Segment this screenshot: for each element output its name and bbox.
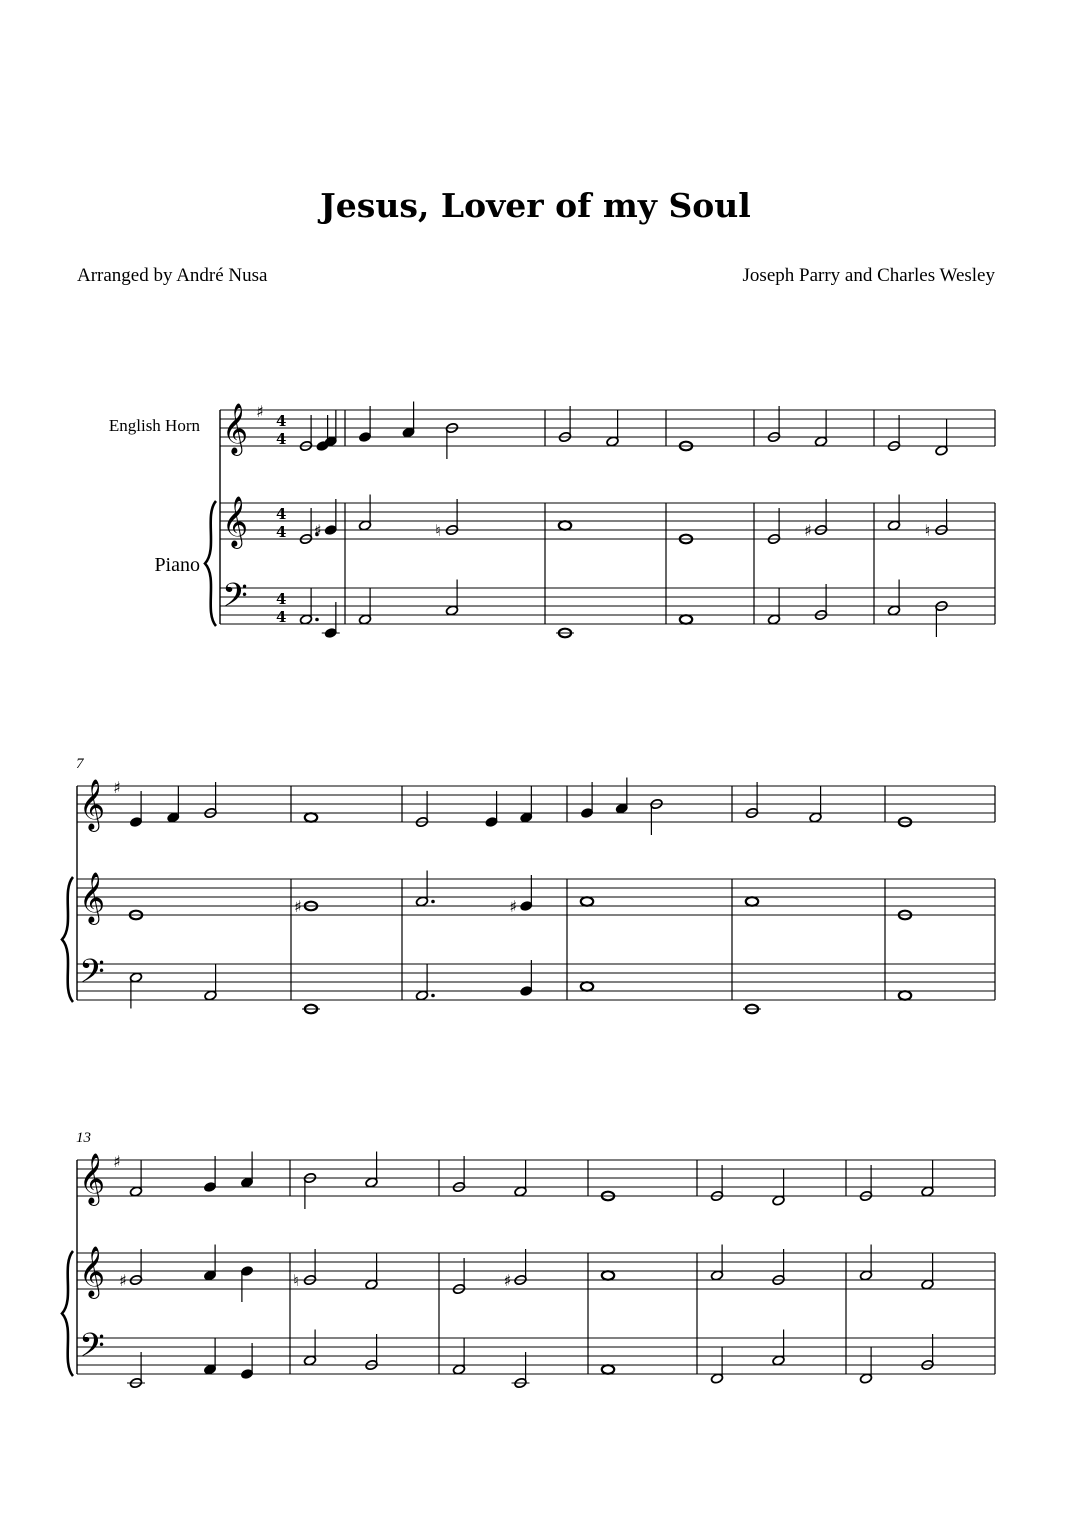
- key-signature-sharp-icon: ♯: [113, 1152, 121, 1171]
- arranger-credit: Arranged by André Nusa: [77, 265, 268, 286]
- sharp-icon: ♯: [503, 1271, 512, 1290]
- natural-icon: ♮: [924, 521, 931, 540]
- measure-number: 13: [76, 1130, 91, 1146]
- sharp-icon: ♯: [509, 897, 517, 916]
- natural-icon: ♮: [435, 521, 441, 540]
- time-signature-top: 4: [276, 412, 287, 430]
- time-signature-bottom: 4: [276, 608, 287, 626]
- piano-brace: [205, 501, 216, 626]
- sharp-icon: ♯: [804, 521, 812, 540]
- time-signature-top: 4: [276, 590, 287, 608]
- sharp-icon: ♯: [313, 521, 322, 540]
- treble-clef-icon: 𝄞: [222, 403, 249, 454]
- bass-clef-icon: 𝄢: [79, 1327, 105, 1373]
- natural-icon: ♮: [293, 1271, 299, 1290]
- augmentation-dot: [315, 618, 319, 622]
- composer-credit: Joseph Parry and Charles Wesley: [742, 265, 995, 286]
- measure-number: 7: [76, 756, 84, 772]
- treble-clef-icon: 𝄞: [79, 872, 106, 923]
- piano-rh-note: [581, 897, 593, 906]
- piano-lh-note: [581, 982, 593, 991]
- sharp-icon: ♯: [294, 897, 302, 916]
- bass-clef-icon: 𝄢: [79, 953, 105, 999]
- piano-lh-note: [680, 615, 692, 624]
- sharp-icon: ♯: [119, 1271, 127, 1290]
- part-label-piano: Piano: [154, 554, 200, 576]
- key-signature-sharp-icon: ♯: [256, 402, 264, 421]
- key-signature-sharp-icon: ♯: [113, 778, 121, 797]
- treble-clef-icon: 𝄞: [79, 1246, 106, 1297]
- treble-clef-icon: 𝄞: [79, 1153, 106, 1204]
- horn-note: [305, 813, 317, 822]
- piano-rh-note: [602, 1271, 614, 1280]
- bass-clef-icon: 𝄢: [222, 577, 248, 623]
- piano-lh-note: [602, 1365, 614, 1374]
- time-signature-top: 4: [276, 505, 287, 523]
- piano-lh-note: [899, 991, 911, 1000]
- piano-rh-note: [746, 897, 758, 906]
- piano-brace: [62, 877, 73, 1002]
- piano-rh-note: [559, 521, 571, 530]
- treble-clef-icon: 𝄞: [79, 779, 106, 830]
- part-label-english-horn: English Horn: [108, 416, 200, 435]
- augmentation-dot: [431, 994, 435, 998]
- time-signature-bottom: 4: [276, 430, 287, 448]
- augmentation-dot: [431, 900, 435, 904]
- treble-clef-icon: 𝄞: [222, 496, 249, 547]
- piano-brace: [62, 1251, 73, 1376]
- score-title: Jesus, Lover of my Soul: [320, 186, 751, 225]
- time-signature-bottom: 4: [276, 523, 287, 541]
